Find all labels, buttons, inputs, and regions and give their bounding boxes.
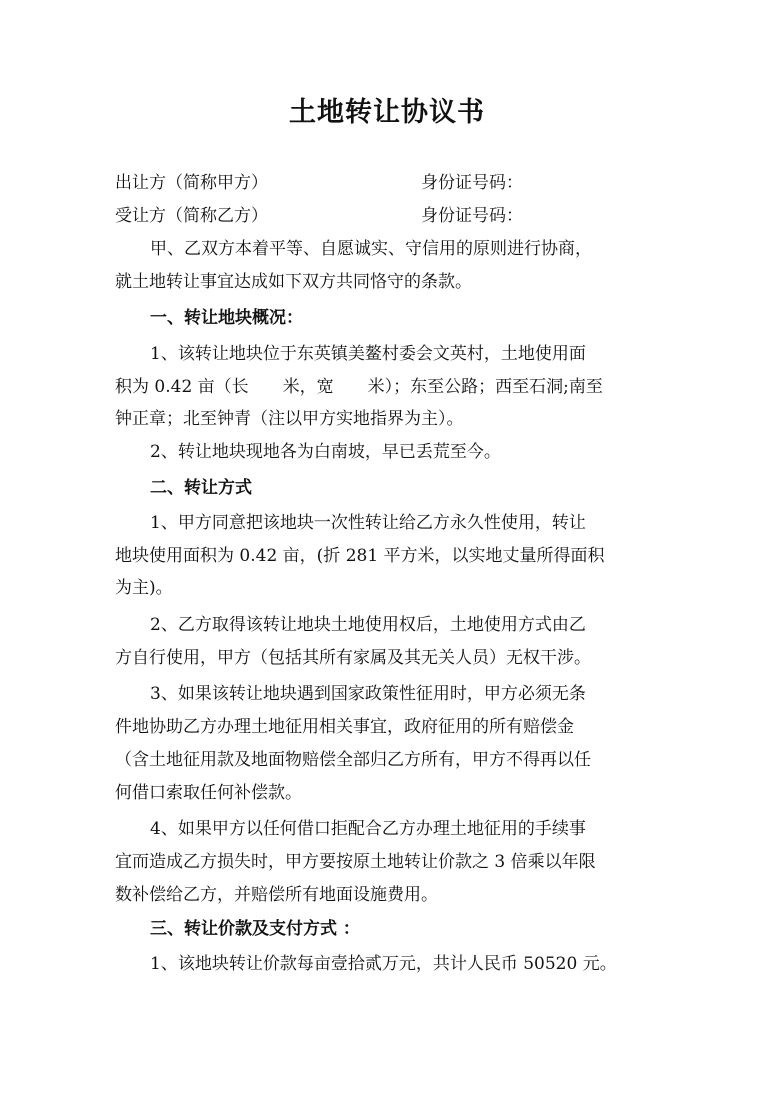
transferor-label: 出让方（简称甲方） xyxy=(115,173,268,193)
clause-line: 1、甲方同意把该地块一次性转让给乙方永久性使用，转让 xyxy=(150,513,586,533)
section-heading: 一、转让地块概况： xyxy=(150,308,303,328)
clause-line: 地块使用面积为 0.42 亩，(折 281 平方米，以实地丈量所得面积 xyxy=(115,546,605,566)
clause-line: 2、转让地块现地各为白南坡，早已丢荒至今。 xyxy=(150,442,501,462)
clause-line: 件地协助乙方办理土地征用相关事宜，政府征用的所有赔偿金 xyxy=(115,717,574,737)
clause-line: 方自行使用，甲方（包括其所有家属及其无关人员）无权干涉。 xyxy=(115,648,591,668)
document-title: 土地转让协议书 xyxy=(289,97,485,128)
clause-line: 4、如果甲方以任何借口拒配合乙方办理土地征用的手续事 xyxy=(150,819,586,839)
clause-line: 为主)。 xyxy=(115,578,173,598)
preamble-line: 就土地转让事宜达成如下双方共同恪守的条款。 xyxy=(115,272,472,292)
clause-line: 何借口索取任何补偿款。 xyxy=(115,783,302,803)
section-heading: 二、转让方式 xyxy=(150,478,252,498)
transferee-id-label: 身份证号码： xyxy=(421,206,523,226)
clause-line: 积为 0.42 亩（长 米，宽 米）；东至公路；西至石洞;南至 xyxy=(115,377,603,397)
clause-line: 1、该转让地块位于东英镇美鳌村委会文英村，土地使用面 xyxy=(150,344,586,364)
clause-line: 3、如果该转让地块遇到国家政策性征用时，甲方必须无条 xyxy=(150,684,586,704)
clause-line: （含土地征用款及地面物赔偿全部归乙方所有，甲方不得再以任 xyxy=(115,750,591,770)
transferor-id-label: 身份证号码： xyxy=(421,173,523,193)
clause-line: 宜而造成乙方损失时，甲方要按原土地转让价款之 3 倍乘以年限 xyxy=(115,852,596,872)
clause-line: 1、该地块转让价款每亩壹拾贰万元，共计人民币 50520 元。 xyxy=(150,954,617,974)
clause-line: 钟正章；北至钟青（注以甲方实地指界为主）。 xyxy=(115,409,464,429)
preamble-line: 甲、乙双方本着平等、自愿诚实、守信用的原则进行协商， xyxy=(150,239,592,259)
transferee-label: 受让方（简称乙方） xyxy=(115,206,268,226)
clause-line: 数补偿给乙方，并赔偿所有地面设施费用。 xyxy=(115,885,438,905)
section-heading: 三、转让价款及支付方式 ： xyxy=(150,919,360,939)
clause-line: 2、乙方取得该转让地块土地使用权后，土地使用方式由乙 xyxy=(150,615,586,635)
